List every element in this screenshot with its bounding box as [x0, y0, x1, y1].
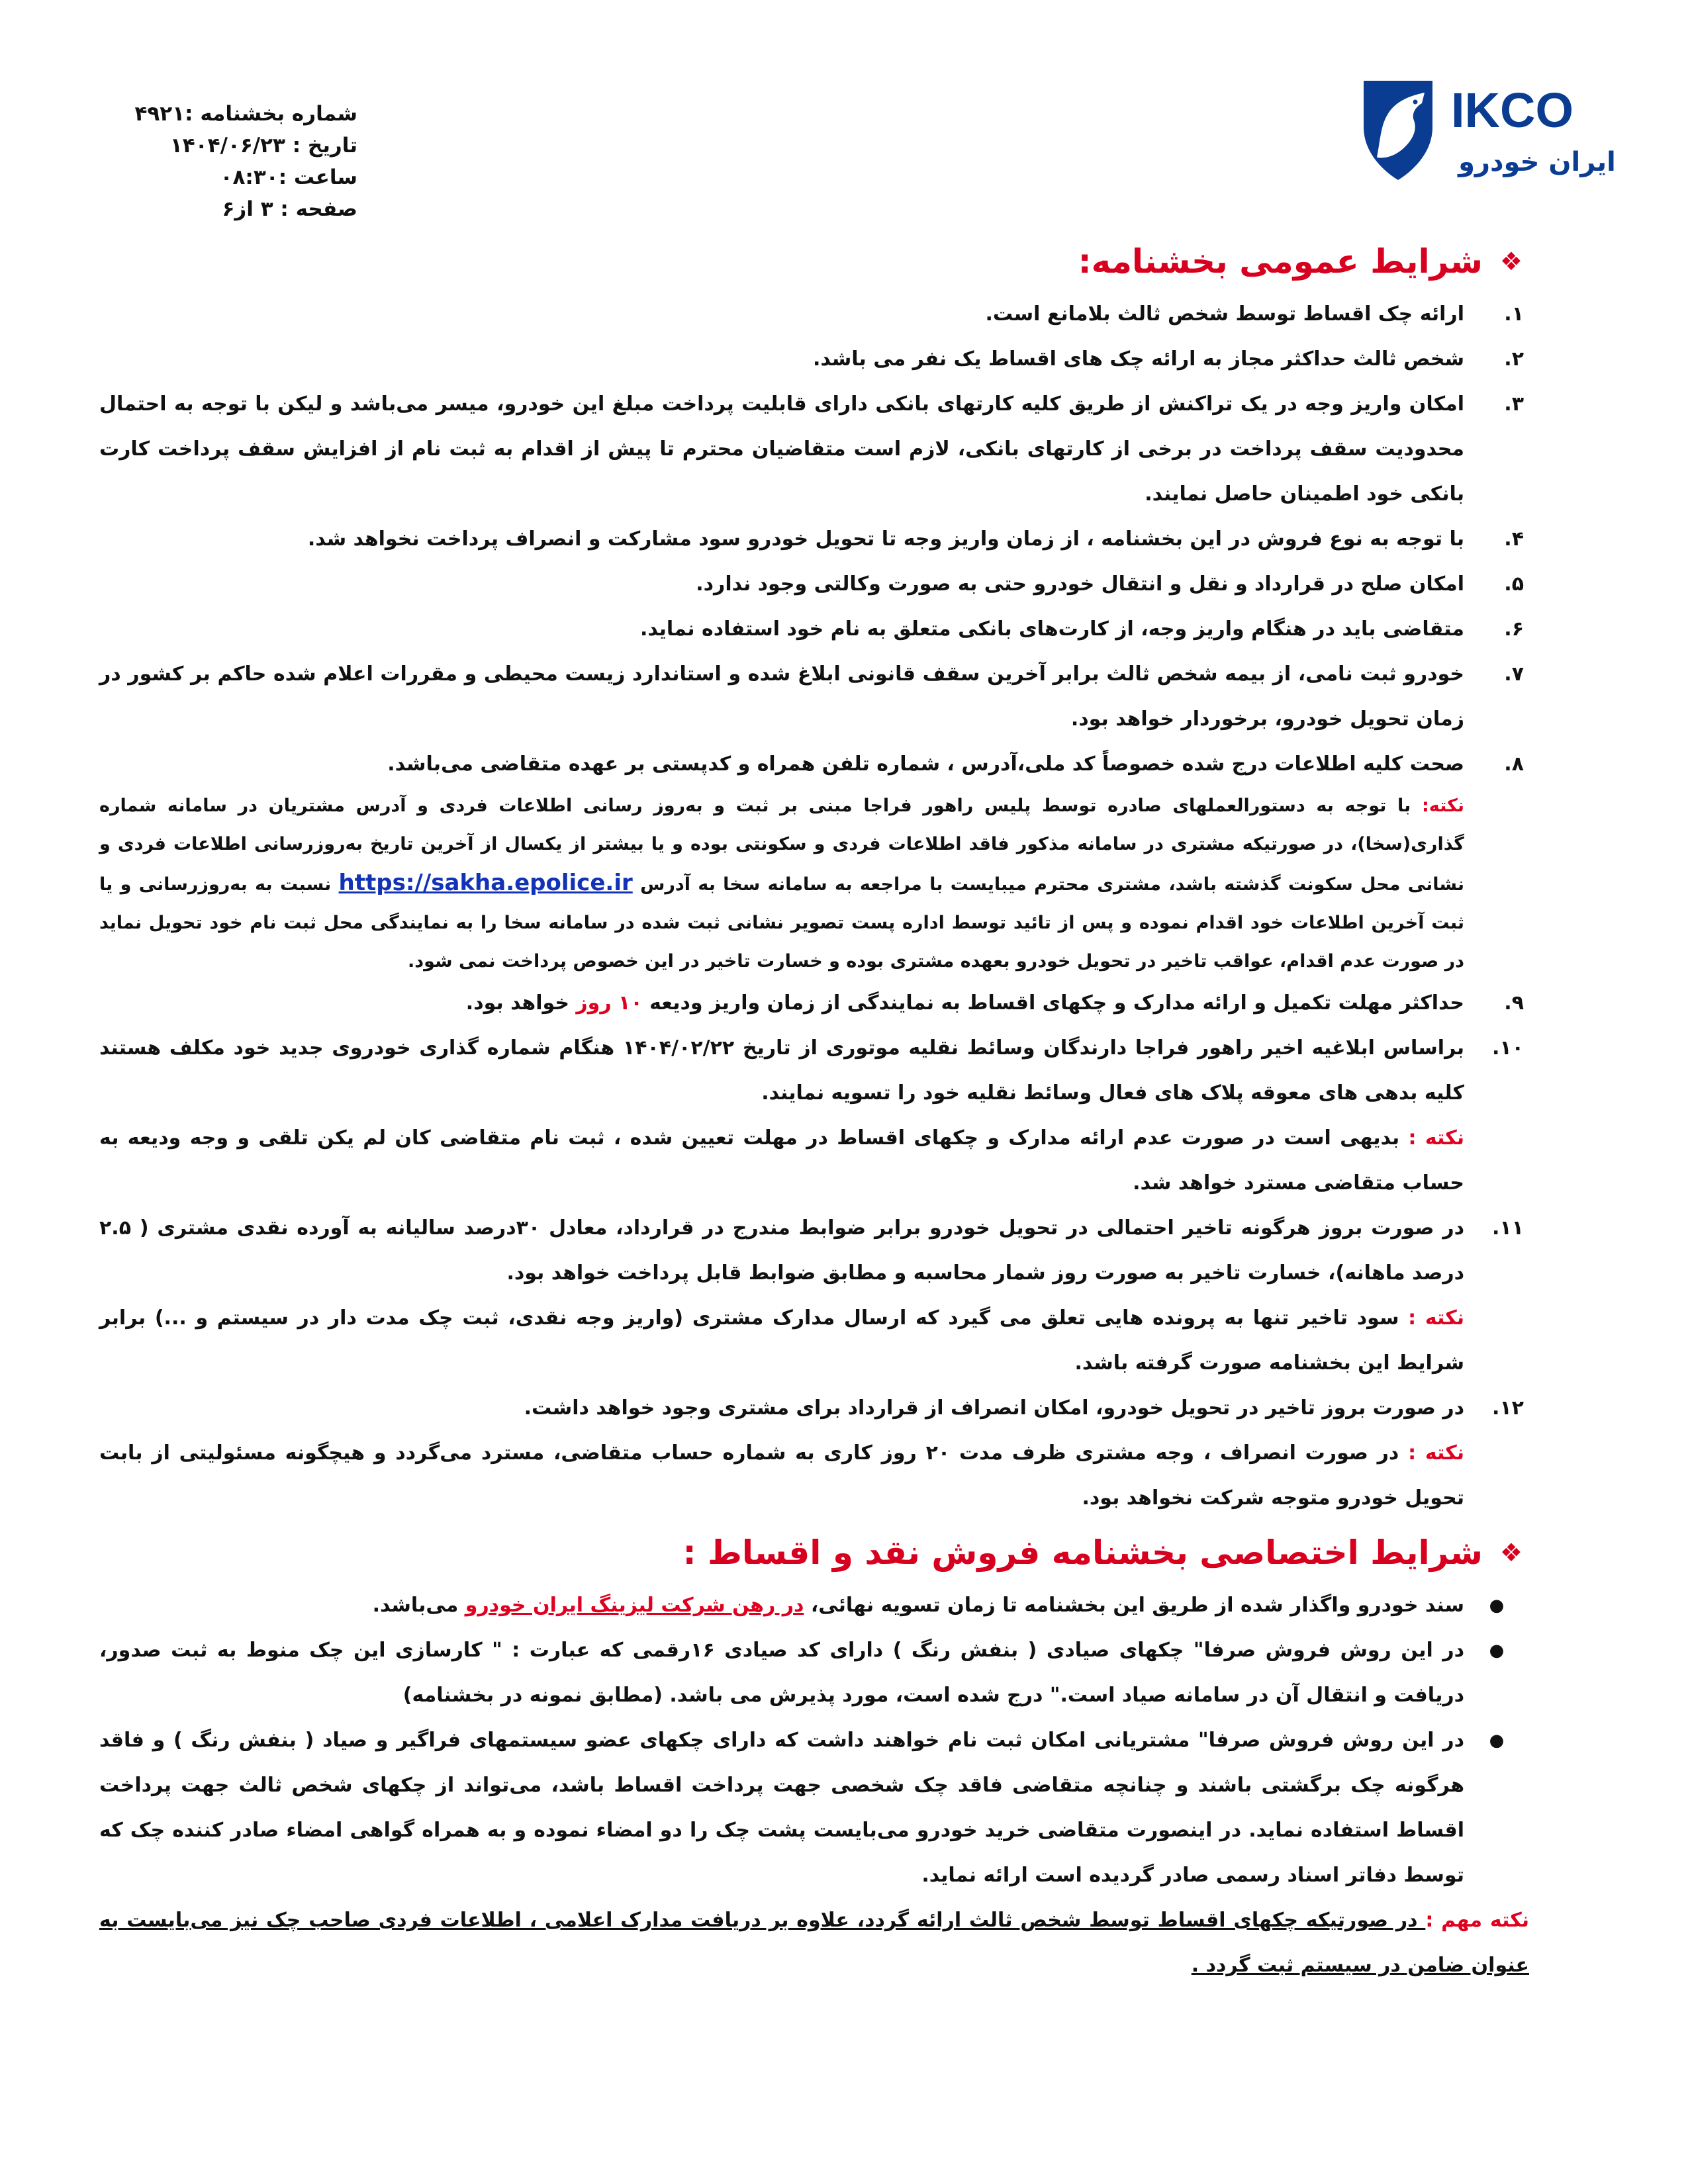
note-label: نکته : [1408, 1306, 1465, 1330]
note-label: نکته : [1408, 1126, 1464, 1150]
bullet-dot-icon: ● [1489, 1596, 1505, 1615]
note-label: نکته : [1408, 1441, 1464, 1465]
svg-text:ایران خودرو: ایران خودرو [1458, 147, 1616, 177]
condition-item-9: ۹. حداکثر مهلت تکمیل و ارائه مدارک و چکهای اقساط به نمایندگی از زمان واریز ودیعه ۱۰ روز خواهد بود. [465, 991, 1524, 1015]
condition-item-12: ۱۲. در صورت بروز تاخیر در تحویل خودرو، امکان انصراف از قرارداد برای مشتری وجود خواهد داشت. [524, 1396, 1524, 1420]
condition-item-7: ۷. خودرو ثبت نامی، از بیمه شخص ثالث برابر آخرین سقف قانونی ابلاغ شده و استاندارد زیست محیطی و مقررات اعلام شده حاکم بر کشور در زمان تحویل خودرو، برخوردار خواهد بود. [99, 662, 1524, 731]
page-number: صفحه : ۳ از۶ [222, 197, 357, 221]
note-label: نکته: [1421, 796, 1464, 816]
bullet-dot-icon: ● [1489, 1731, 1505, 1751]
bulletin-meta [132, 98, 357, 225]
deadline-highlight: ۱۰ روز [576, 991, 643, 1015]
general-conditions-title: شرایط عمومی بخشنامه: [1078, 242, 1483, 281]
note-sakha: نکته: با توجه به دستورالعملهای صادره توسط پلیس راهور فراجا مبنی بر ثبت و به‌روز رسانی اطلاعات فردی و آدرس مشتریان در سامانه شماره گذاری(سخا)، در صورتیکه مشتری در سامانه مذکور فاقد اطلاعات فردی و سکونتی بوده و یا بیشتر از یکسال از آخرین تاریخ به‌روزرسانی اطلاعات فردی و نشانی محل سکونت گذشته باشد، مشتری محترم میبایست با مراجعه به سامانه سخا به آدرس https://sakha.epolice.ir نسبت به به‌روزرسانی و یا ثبت آخرین اطلاعات خود اقدام نموده و پس از تائید توسط اداره پست تصویر نشانی ثبت شده در سامانه سخا را به نمایندگی محل ثبت نام خود تحویل نماید در صورت عدم اقدام، عواقب تاخیر در تحویل خودرو بعهده مشتری بوده و خسارت تاخیر در این خصوص پرداخت نمی شود. [99, 796, 1464, 972]
clover-bullet-icon: ❖ [1499, 1538, 1523, 1567]
bulletin-content [99, 235, 1529, 1988]
sakha-link[interactable]: https://sakha.epolice.ir [338, 870, 633, 896]
condition-item-2: ۲. شخص ثالث حداکثر مجاز به ارائه چک های اقساط یک نفر می باشد. [813, 347, 1524, 371]
special-bullet-3: ● در این روش فروش صرفا" مشتریانی امکان ثبت نام خواهند داشت که دارای چکهای عضو سیستمهای فراگیر و صیاد ( بنفش رنگ ) و فاقد هرگونه چک برگشتی باشند و چنانچه متقاضی فاقد چک شخصی جهت پرداخت اقساط باشد، می‌تواند از چکهای شخص ثالث جهت پرداخت اقساط استفاده نماید. در اینصورت متقاضی خرید خودرو می‌بایست پشت چک را دو امضاء نموده و به همراه گواهی امضاء صادر کننده چک که توسط دفاتر اسناد رسمی صادر گردیده است ارائه نماید. [99, 1718, 1529, 1898]
bulletin-number: شماره بخشنامه :۴۹۲۱ [134, 102, 357, 126]
note-cancellation: نکته : در صورت انصراف ، وجه مشتری ظرف مدت ۲۰ روز کاری به شماره حساب متقاضی، مسترد می‌گردد و هیچگونه مسئولیتی از بابت تحویل خودرو متوجه شرکت نخواهد بود. [99, 1441, 1464, 1510]
special-bullet-2: ● در این روش فروش صرفا" چکهای صیادی ( بنفش رنگ ) دارای کد صیادی ۱۶رقمی که عبارت : " کارسازی این چک منوط به ثبت صدور، دریافت و انتقال آن در سامانه صیاد است." درج شده است، مورد پذیرش می باشد. (مطابق نمونه در بخشنامه) [99, 1628, 1529, 1718]
bulletin-date: تاریخ : ۱۴۰۴/۰۶/۲۳ [169, 134, 357, 158]
condition-item-5: ۵. امکان صلح در قرارداد و نقل و انتقال خودرو حتی به صورت وکالتی وجود ندارد. [696, 572, 1524, 596]
condition-item-11: ۱۱. در صورت بروز هرگونه تاخیر احتمالی در تحویل خودرو برابر ضوابط مندرج در قرارداد، معادل ۳۰درصد سالیانه به آورده نقدی مشتری ( ۲.۵ درصد ماهانه)، خسارت تاخیر به صورت روز شمار محاسبه و مطابق ضوابط قابل پرداخت خواهد بود. [99, 1216, 1524, 1285]
svg-text:IKCO: IKCO [1451, 83, 1573, 138]
condition-item-8: ۸. صحت کلیه اطلاعات درج شده خصوصاً کد ملی،آدرس ، شماره تلفن همراه و کدپستی بر عهده متقاضی می‌باشد. [387, 752, 1524, 776]
ikco-logo [1358, 73, 1630, 185]
note-delay-interest: نکته : سود تاخیر تنها به پرونده هایی تعلق می گیرد که ارسال مدارک مشتری (واریز وجه نقدی، ثبت چک مدت دار در سیستم و ...) برابر شرایط این بخشنامه صورت گرفته باشد. [99, 1306, 1465, 1375]
special-bullet-1: ● سند خودرو واگذار شده از طریق این بخشنامه تا زمان تسویه نهائی، در رهن شرکت لیزینگ ایران خودرو می‌باشد. [99, 1583, 1529, 1628]
special-conditions-heading [99, 1526, 1523, 1579]
note-documents-deadline: نکته : بدیهی است در صورت عدم ارائه مدارک و چکهای اقساط در مهلت تعیین شده ، ثبت نام متقاضی کان لم یکن تلقی و وجه ودیعه به حساب متقاضی مسترد خواهد شد. [99, 1126, 1464, 1195]
condition-item-4: ۴. با توجه به نوع فروش در این بخشنامه ، از زمان واریز وجه تا تحویل خودرو سود مشارکت و انصراف پرداخت نخواهد شد. [307, 527, 1524, 551]
special-conditions-title: شرایط اختصاصی بخشنامه فروش نقد و اقساط : [682, 1533, 1483, 1572]
condition-item-6: ۶. متقاضی باید در هنگام واریز وجه، از کارت‌های بانکی متعلق به نام خود استفاده نماید. [639, 617, 1524, 641]
bulletin-time: ساعت :۰۸:۳۰ [220, 165, 357, 189]
bullet-dot-icon: ● [1489, 1641, 1505, 1661]
important-note: نکته مهم : در صورتیکه چکهای اقساط توسط شخص ثالث ارائه گردد، علاوه بر دریافت مدارک اعلامی ، اطلاعات فردی صاحب چک نیز می‌بایست به عنوان ضامن در سیستم ثبت گردد . [99, 1909, 1529, 1977]
condition-item-1: ۱. ارائه چک اقساط توسط شخص ثالث بلامانع است. [985, 302, 1524, 326]
important-note-label: نکته مهم : [1425, 1909, 1529, 1932]
clover-bullet-icon: ❖ [1499, 247, 1523, 276]
condition-item-3: ۳. امکان واریز وجه در یک تراکنش از طریق کلیه کارتهای بانکی دارای قابلیت پرداخت مبلغ این خودرو، میسر می‌باشد و لیکن با توجه به احتمال محدودیت سقف پرداخت در برخی از کارتهای بانکی، لازم است متقاضیان محترم تا پیش از اقدام به ثبت نام از افزایش سقف پرداخت کارت بانکی خود اطمینان حاصل نمایند. [99, 392, 1524, 506]
general-conditions-heading [99, 235, 1523, 288]
condition-item-10: ۱۰. براساس ابلاغیه اخیر راهور فراجا دارندگان وسائط نقلیه موتوری از تاریخ ۱۴۰۴/۰۲/۲۲ هنگام شماره گذاری خودروی جدید خود مکلف هستند کلیه بدهی های معوقه پلاک های فعال وسائط نقلیه خود را تسویه نمایند. [99, 1036, 1524, 1105]
leasing-highlight: در رهن شرکت لیزینگ ایران خودرو [465, 1594, 804, 1617]
